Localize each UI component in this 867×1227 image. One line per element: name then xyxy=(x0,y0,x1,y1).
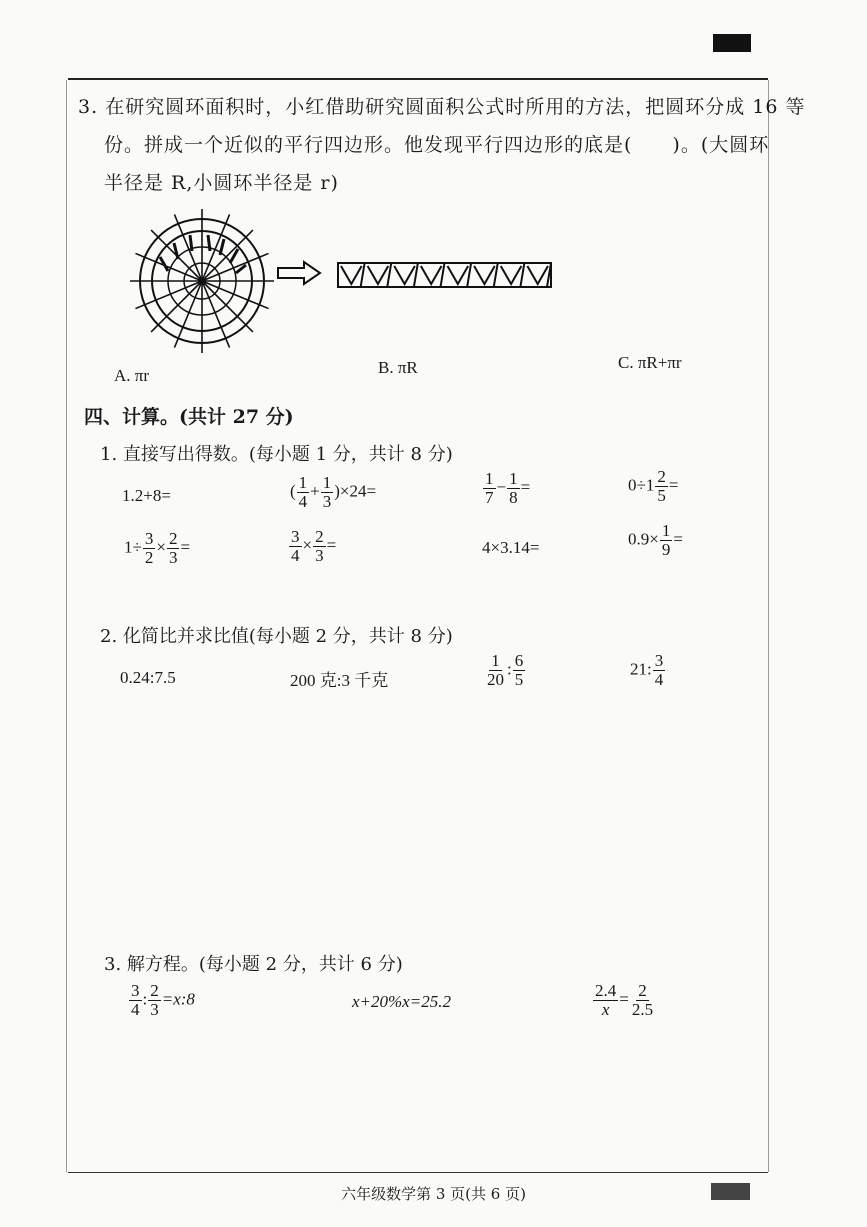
p2-b: 200 克:3 千克 xyxy=(290,671,389,690)
strip-segment xyxy=(394,266,415,284)
strip-segment xyxy=(368,266,389,284)
option-a: A. πr xyxy=(114,366,150,385)
part2-title: 2. 化简比并求比值(每小题 2 分，共计 8 分) xyxy=(100,626,453,647)
parallelogram-strip xyxy=(336,260,554,290)
p1-r1-d: 0÷1 $\frac{2}{5}$ = xyxy=(628,467,679,505)
page-footer: 六年级数学第 3 页(共 6 页) xyxy=(341,1185,526,1203)
p1-r1-c: $\frac{1}{7}$ − $\frac{1}{8}$ = xyxy=(485,469,531,507)
p1-r1-b: ( $\frac{1}{4}$ + $\frac{1}{3}$ )×24= xyxy=(290,473,377,511)
right-border xyxy=(768,80,769,1172)
strip-segment xyxy=(448,266,469,284)
p1-r2-c: 4×3.14= xyxy=(482,538,540,557)
part1-title: 1. 直接写出得数。(每小题 1 分，共计 8 分) xyxy=(100,444,453,465)
p2-d: 21: $\frac{3}{4}$ xyxy=(630,651,664,689)
p1-r1-a: 1.2+8= xyxy=(122,486,171,505)
arrow-icon xyxy=(276,260,322,286)
ring-diagram xyxy=(130,205,275,355)
p3-c: $\frac{2.4}{x}$ = $\frac{2}{2.5}$ xyxy=(595,981,654,1019)
p3-b: x+20%x=25.2 xyxy=(352,992,451,1011)
strip-segment xyxy=(474,266,495,284)
p1-r2-a: 1÷ $\frac{3}{2}$ × $\frac{2}{3}$ = xyxy=(124,529,191,567)
p3-a: $\frac{3}{4}$ : $\frac{2}{3}$ =x:8 xyxy=(131,981,195,1019)
q3-line2: 份。拼成一个近似的平行四边形。他发现平行四边形的底是( )。(大圆环 xyxy=(104,134,770,156)
strip-segment xyxy=(527,266,548,284)
section-4-title: 四、计算。(共计 27 分) xyxy=(84,406,294,428)
part3-title: 3. 解方程。(每小题 2 分，共计 6 分) xyxy=(104,954,403,975)
left-border xyxy=(66,80,67,1172)
p2-c: $\frac{1}{20}$ : $\frac{6}{5}$ xyxy=(487,651,524,689)
p2-a: 0.24:7.5 xyxy=(120,668,176,687)
strip-segment xyxy=(341,266,362,284)
top-rule xyxy=(68,78,768,80)
p1-r2-d: 0.9× $\frac{1}{9}$ = xyxy=(628,521,683,559)
corner-mark-bottom xyxy=(711,1183,750,1200)
strip-segment xyxy=(501,266,522,284)
q3-line1: 3. 在研究圆环面积时，小红借助研究圆面积公式时所用的方法，把圆环分成 16 等 xyxy=(78,96,806,118)
strip-segment xyxy=(421,266,442,284)
option-c: C. πR+πr xyxy=(618,353,682,372)
p1-r2-b: $\frac{3}{4}$ × $\frac{2}{3}$ = xyxy=(291,527,337,565)
bottom-rule xyxy=(68,1172,768,1173)
q3-line3: 半径是 R,小圆环半径是 r) xyxy=(104,172,339,194)
corner-mark xyxy=(713,34,751,52)
option-b: B. πR xyxy=(378,358,418,377)
